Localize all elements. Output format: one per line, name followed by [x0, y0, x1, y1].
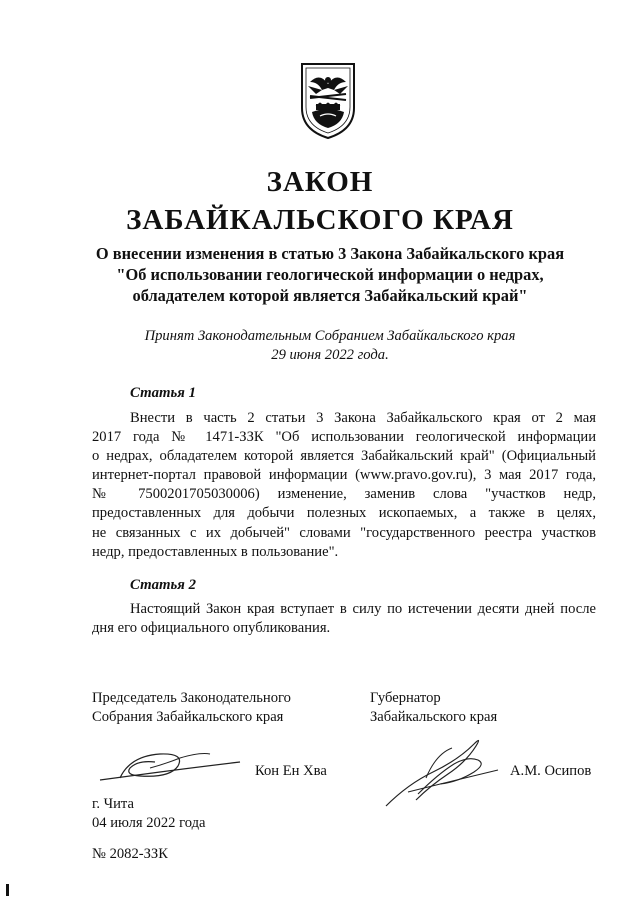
article-line: интернет-портал правовой информации (www.pravo.gov.ru), 3 мая 2017 года,	[92, 467, 596, 484]
scan-edge-mark	[6, 884, 9, 896]
article-line: Внести в часть 2 статьи 3 Закона Забайкальского края от 2 мая	[130, 410, 596, 426]
article-line: 2017 года № 1471-ЗЗК "Об использовании геологической информации	[92, 429, 596, 446]
article-1-heading: Статья 1	[130, 385, 196, 401]
chairman-title-line: Собрания Забайкальского края	[92, 709, 284, 725]
signing-place-date	[92, 795, 205, 833]
article-line: дня его официального опубликования.	[92, 620, 331, 637]
governor-title-line: Забайкальского края	[370, 709, 498, 725]
signing-date: 04 июля 2022 года	[92, 815, 206, 831]
document-title: ЗАКОН	[266, 166, 374, 198]
law-subject-line: обладателем которой является Забайкальский край"	[132, 286, 528, 305]
article-line: недр, предоставленных в пользование".	[92, 543, 339, 560]
article-line: Настоящий Закон края вступает в силу по истечении десяти дней после	[130, 601, 596, 617]
article-2-text	[92, 600, 596, 638]
signing-place: г. Чита	[92, 796, 134, 812]
governor-title-line: Губернатор	[370, 690, 441, 706]
adoption-note-line: 29 июня 2022 года.	[271, 347, 389, 363]
article-line: № 7500201705030006) изменение, заменив слова "участков недр,	[92, 486, 596, 503]
chairman-title-line: Председатель Законодательного	[92, 690, 291, 706]
article-line: предоставленных для добычи полезных ископаемых, а также в целях,	[92, 505, 596, 522]
coat-of-arms-icon	[296, 60, 360, 140]
article-1-text	[92, 409, 596, 562]
law-subject	[60, 243, 600, 306]
law-number: № 2082-ЗЗК	[92, 846, 168, 862]
governor-title	[370, 689, 497, 727]
chairman-title	[92, 689, 291, 727]
law-subject-line: "Об использовании геологической информации о недрах,	[116, 265, 544, 284]
handwritten-signature-icon	[378, 734, 508, 814]
document-title-region: ЗАБАЙКАЛЬСКОГО КРАЯ	[126, 204, 514, 236]
adoption-note	[60, 327, 600, 365]
chairman-name: Кон Ен Хва	[255, 763, 327, 779]
article-2-heading: Статья 2	[130, 577, 196, 593]
handwritten-signature-icon	[90, 738, 250, 793]
law-subject-line: О внесении изменения в статью 3 Закона Забайкальского края	[95, 244, 565, 263]
adoption-note-line: Принят Законодательным Собранием Забайкальского края	[144, 328, 516, 344]
article-line: не связанных с их добычей" словами "государственного реестра участков	[92, 524, 596, 541]
article-line: о недрах, обладателем которой является Забайкальский край" (Официальный	[92, 448, 596, 465]
governor-name: А.М. Осипов	[510, 763, 592, 779]
